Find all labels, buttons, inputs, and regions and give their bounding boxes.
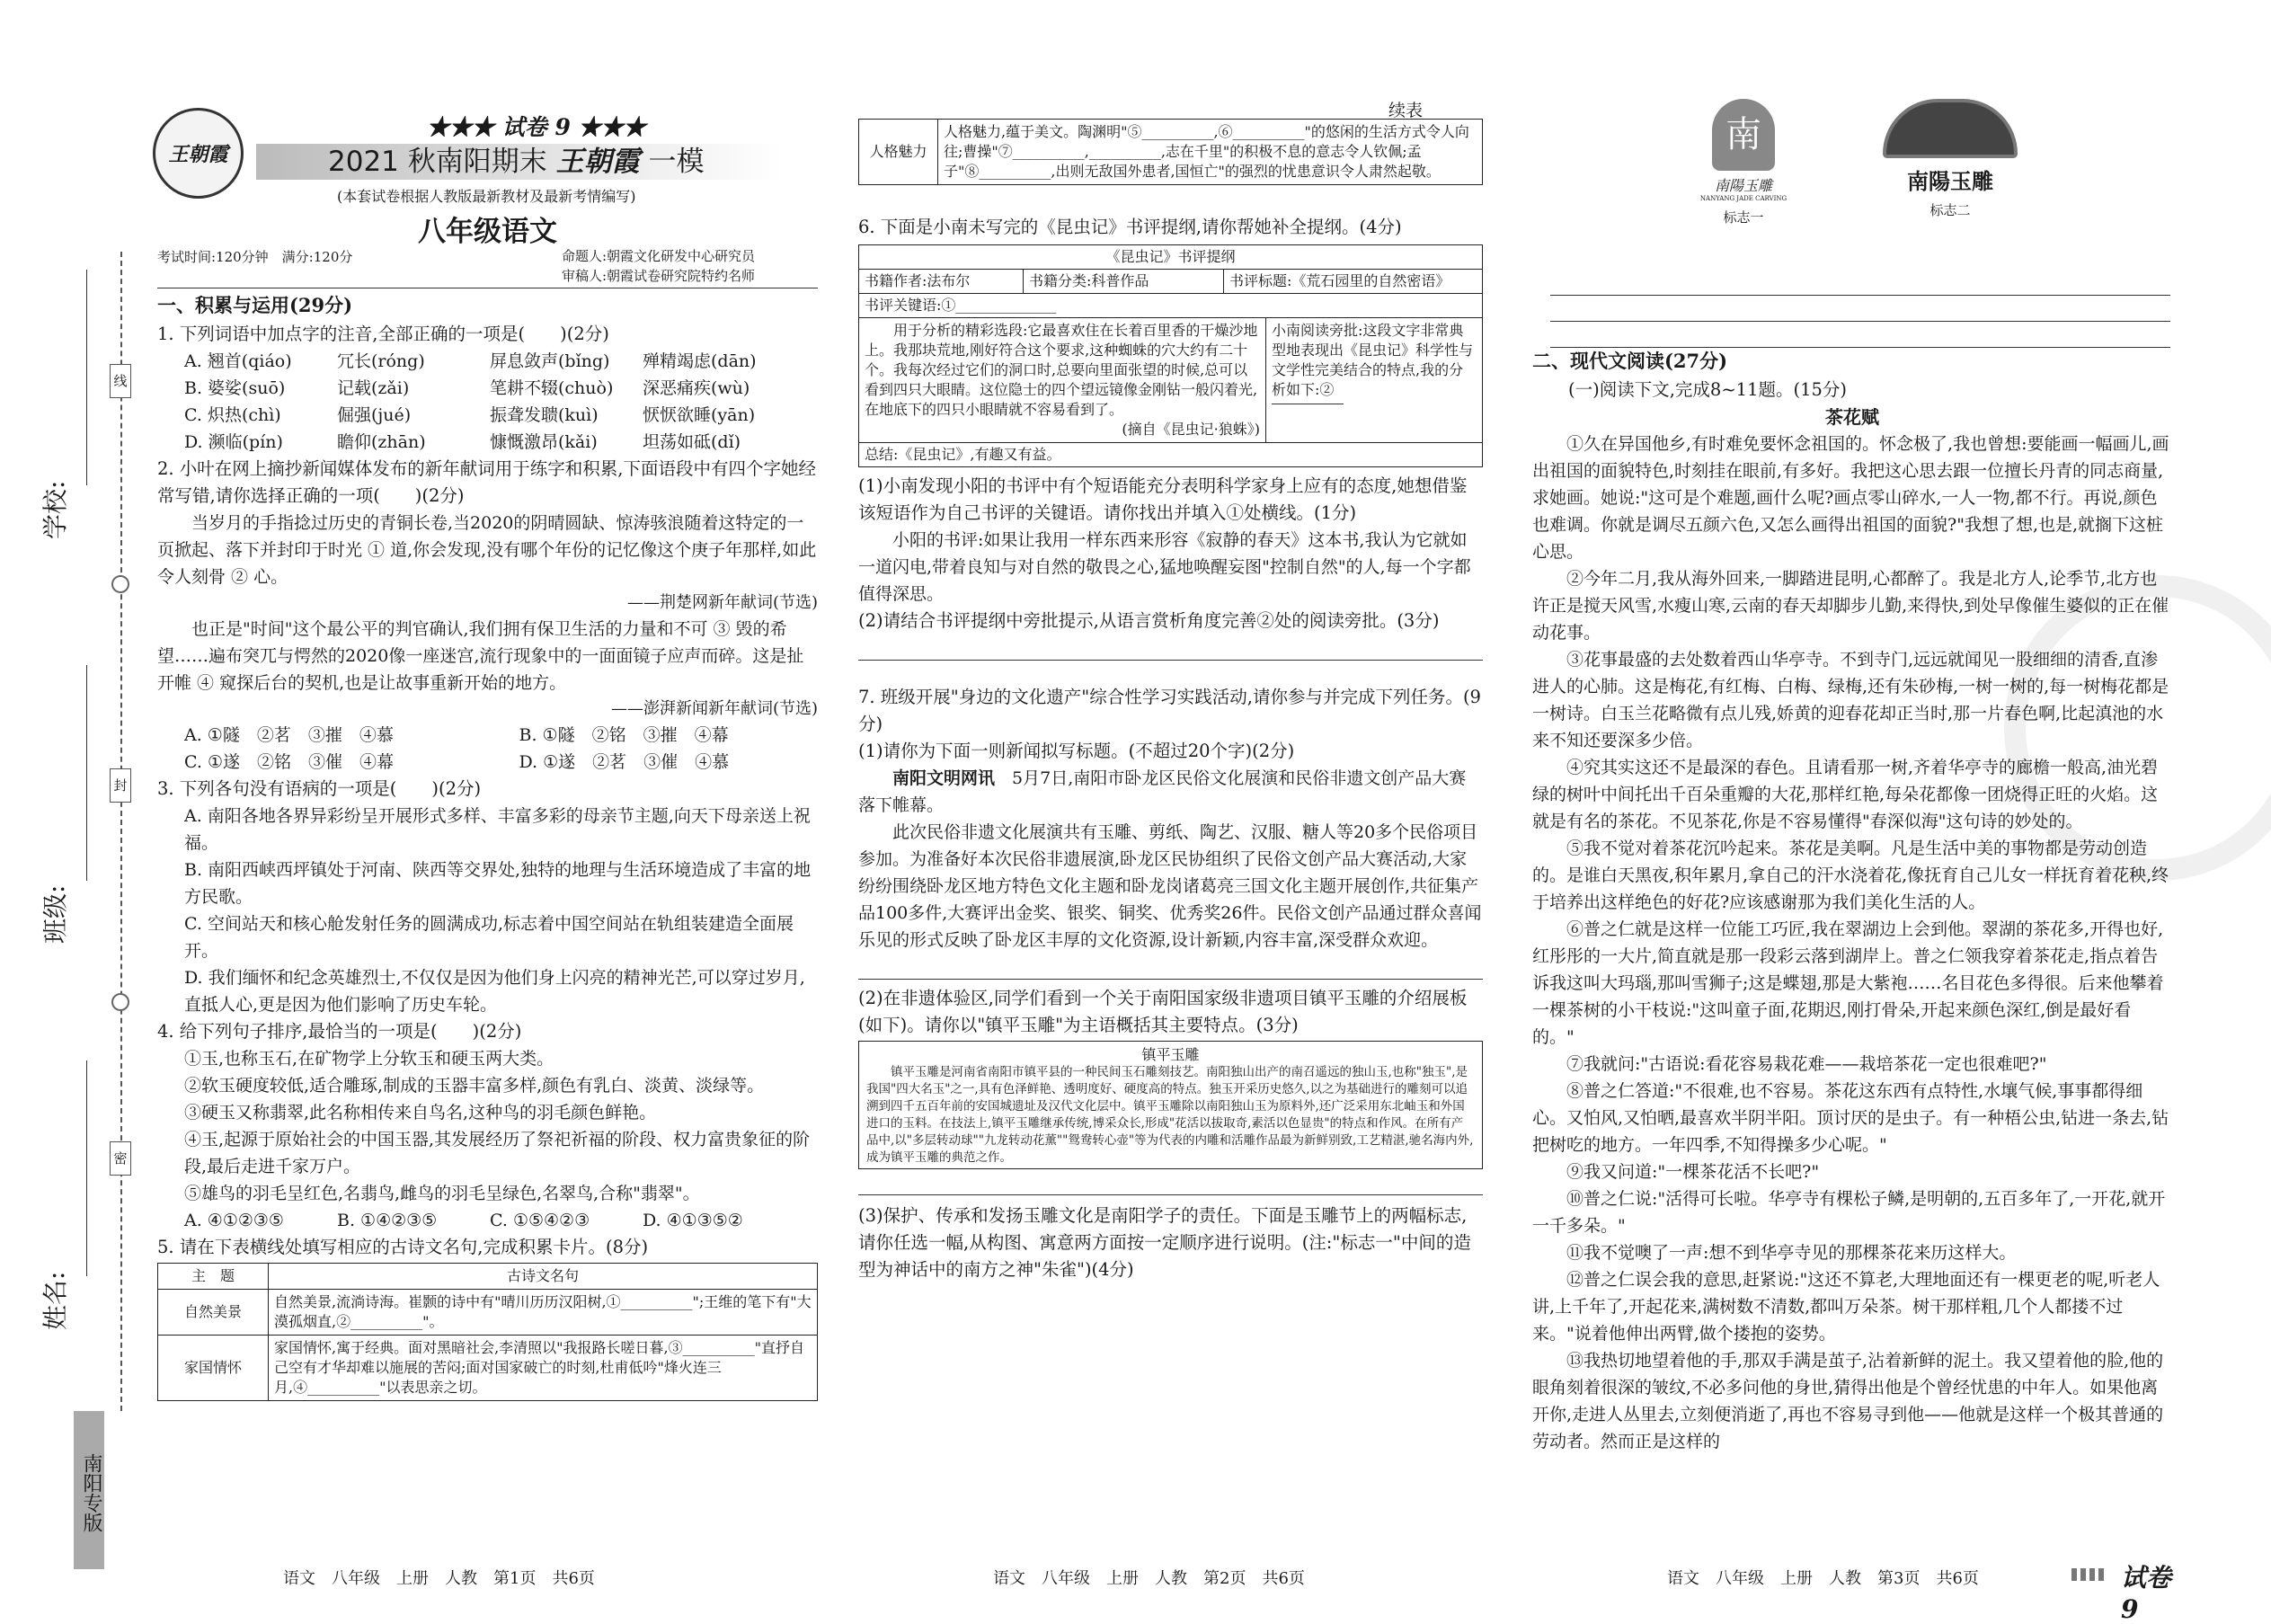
review-excerpt-source: (摘自《昆虫记·狼蛛》) [1122, 421, 1260, 438]
option-row: C. 炽热(chì) 倔强(jué) 振聋发聩(kuì) 恹恹欲睡(yān) [184, 405, 756, 425]
reading-intro: (一)阅读下文,完成8~11题。(15分) [1568, 379, 1848, 400]
reading-body [1532, 346, 2172, 1455]
q4-sentence: ④玉,起源于原始社会的中国玉器,其发展经历了祭祀祈福的阶段、权力富贵象征的阶段,最后走进千家万户。 [184, 1130, 811, 1176]
binding-margin [0, 0, 157, 1608]
table-row: 家国情怀 家国情怀,寓于经典。面对黑暗社会,李清照以"我报路长嗟日暮,③__________"直抒自己空有才华却难以施展的苦闷;面对国家破亡的时刻,杜甫低吟"烽火连三月,④__________"以表思亲之切。 [158, 1336, 818, 1401]
review-heading: 书评标题:《荒石园里的自然密语》 [1229, 272, 1450, 289]
star-icon: ★★★ [427, 114, 495, 140]
question-6-1: (1)小南发现小阳的书评中有个短语能充分表明科学家身上应有的态度,她想借鉴该短语作为自己书评的关键语。请你找出并填入①处横线。(1分) [858, 475, 1468, 523]
exhibit-board [858, 1041, 1483, 1169]
essay-title: 茶花赋 [1825, 406, 1879, 428]
column-page-1 [157, 0, 863, 1608]
question-1: 1. 下列词语中加点字的注音,全部正确的一项是( )(2分) [157, 324, 609, 344]
question-3: 3. 下列各句没有语病的一项是( )(2分) [157, 778, 482, 799]
essay-paragraph: ②今年二月,我从海外回来,一脚踏进昆明,心都醉了。我是北方人,论季节,北方也许正是搅天风雪,水瘦山寒,云南的春天却脚步儿勤,来得快,到处早像催生婆似的正在催动花事。 [1532, 569, 2169, 643]
essay-paragraph: ③花事最盛的去处数着西山华亭寺。不到寺门,远远就闻见一股细细的清香,直渗进人的心肺。这是梅花,有红梅、白梅、绿梅,还有朱砂梅,一树一树的,每一树梅花都是一树诗。白玉兰花略微有点儿残,娇黄的迎春花却正当时,那一片春色啊,比起滇池的水来不知还要深多少倍。 [1532, 650, 2169, 750]
answer-lines-q7-3 [1550, 270, 2170, 348]
brand-logo [153, 108, 244, 199]
option-row: D. 濒临(pín) 瞻仰(zhān) 慷慨激昂(kǎi) 坦荡如砥(dǐ) [184, 432, 741, 452]
binding-knot-2 [111, 993, 129, 1011]
question-5: 5. 请在下表横线处填写相应的古诗文名句,完成积累卡片。(8分) [157, 1237, 649, 1257]
q4-sentence: ⑤雄鸟的羽毛呈红色,名翡鸟,雌鸟的羽毛呈绿色,名翠鸟,合称"翡翠"。 [184, 1184, 700, 1203]
subject-title: 八年级语文 [418, 216, 557, 248]
binding-knot-1 [111, 575, 129, 593]
board-text: 镇平玉雕是河南省南阳市镇平县的一种民间玉石雕刻技艺。南阳独山出产的南召遥远的独山玉,也称"独玉",是我国"四大名玉"之一,具有色泽鲜艳、透明度好、硬度高的特点。独玉开采历史悠久,以之为基础进行的雕刻可以追溯到四千五百年前的安国城遗址及汉代文化层中。镇平玉雕除以南阳独山玉为原料外,还广泛采用东北岫玉和外国进口的玉料。在技法上,镇平玉雕继承传统,博采众长,形成"花活以拔取奇,素活以色显贵"的特点和作风。在所有产品中,以"多层转动球""九龙转动花薰""鸳鸯转心壶"等为代表的内雕和活雕作品最为新鲜别致,工艺精湛,驰名海内外,成为镇平玉雕的典范之作。 [866, 1065, 1474, 1165]
section-heading: 二、现代文阅读(27分) [1532, 350, 1728, 372]
review-category: 书籍分类:科普作品 [1024, 270, 1224, 293]
continued-label: 续表 [1388, 101, 1424, 120]
essay-paragraph: ⑫普之仁误会我的意思,赶紧说:"这还不算老,大理地面还有一棵更老的呢,听老人讲,上千年了,开起花来,满树数不清数,都叫万朵茶。树干那样粗,几个人都搂不过来。"说着他伸出两臂,做个搂抱的姿势。 [1532, 1270, 2160, 1344]
section-heading: 一、积累与运用(29分) [157, 294, 353, 316]
q3-option: D. 我们缅怀和纪念英雄烈士,不仅仅是因为他们身上闪亮的精神光芒,可以穿过岁月,直抵人心,更是因为他们影响了历史车轮。 [184, 968, 805, 1015]
question-4: 4. 给下列句子排序,最恰当的一项是( )(2分) [157, 1021, 522, 1042]
binding-dashed-line [120, 252, 122, 1411]
subtitle: (本套试卷根据人教版最新教材及最新考情编写) [337, 188, 636, 205]
seal-mark-line: 线 [110, 364, 131, 398]
q2-source-2: ——澎湃新闻新年献词(节选) [610, 699, 818, 718]
author: 命题人:朝霞文化研发中心研究员 [562, 248, 756, 264]
jade-arch-icon [1883, 99, 2018, 158]
question-6-2: (2)请结合书评提纲中旁批提示,从语言赏析角度完善②处的阅读旁批。(3分) [858, 610, 1440, 631]
review-keywords[interactable]: 书评关键语:①______________ [859, 294, 1482, 318]
footer-exam-number: 试卷 9 [2121, 1563, 2172, 1624]
logo-two-text: 南陽玉雕 [1907, 168, 1993, 194]
answer-line[interactable] [1550, 296, 2170, 322]
q4-sentence: ③硬玉又称翡翠,此名称相传来自鸟名,这种鸟的羽毛颜色鲜艳。 [184, 1103, 657, 1123]
questions-body-2 [858, 214, 1483, 1283]
essay-paragraph: ⑩普之仁说:"活得可长啦。华亭寺有棵松子鳞,是明朝的,五百多年了,一开花,就开一千多朵。" [1532, 1189, 2166, 1236]
review-excerpt: 用于分析的精彩选段:它最喜欢住在长着百里香的干燥沙地上。我那块荒地,刚好符合这个要求,这种蜘蛛的穴大约有二十个。我每次经过它们的洞口时,总要向里面张望的时候,总可以看到四只大眼睛。这位隐士的四个望远镜像金刚钻一般闪着光,在地底下的四只小眼睛就不容易看到了。 [865, 322, 1258, 418]
column-page-2 [858, 0, 1492, 1608]
q3-option: B. 南阳西峡西坪镇处于河南、陕西等交界处,独特的地理与生活环境造成了丰富的地方民歌。 [184, 860, 812, 907]
poetry-card-table-continued [858, 119, 1483, 185]
q2-passage-1: 当岁月的手指捻过历史的青铜长卷,当2020的阴晴圆缺、惊涛骇浪随着这特定的一页掀起、落下并封印于时光 ① 道,你会发现,没有哪个年份的记忆像这个庚子年那样,如此令人刻骨 ② 心。 [157, 513, 817, 587]
essay-paragraph: ⑬我热切地望着他的手,那双手满是茧子,沾着新鲜的泥土。我又望着他的脸,他的眼角刻着很深的皱纹,不必多问他的身世,猜得出他是个曾经忧患的中年人。如果他离开你,走进人丛里去,立刻便消逝了,再也不容易寻到他——他就是这样一个极其普通的劳动者。然而正是这样的 [1532, 1351, 2164, 1451]
seal-mark-seal: 封 [110, 768, 131, 803]
question-7-1: (1)请你为下面一则新闻拟写标题。(不超过20个字)(2分) [858, 741, 1295, 761]
logo-two [1878, 99, 2022, 219]
option-row: B. 婆娑(suō) 记载(zǎi) 笔耕不辍(chuò) 深恶痛疾(wù) [184, 378, 750, 398]
page-footer-2: 语文 八年级 上册 人教 第2页 共6页 [993, 1569, 1305, 1588]
page-footer-3: 语文 八年级 上册 人教 第3页 共6页 [1667, 1569, 1979, 1588]
essay-paragraph: ⑥普之仁就是这样一位能工巧匠,我在翠湖边上会到他。翠湖的茶花多,开得也好,红彤彤的一大片,简直就是那一段彩云落到湖岸上。普之仁领我穿着茶花走,指点着告诉我这叫大玛瑙,那叫雪狮子;这是蝶翅,那是大紫袍……名目花色多得很。后来他攀着一棵茶树的小干枝说:"这叫童子面,花期迟,刚打骨朵,开起来颜色深红,倒是最好看的。" [1532, 919, 2164, 1047]
q4-sentence: ②软玉硬度较低,适合雕琢,制成的玉器丰富多样,颜色有乳白、淡黄、淡绿等。 [184, 1076, 765, 1096]
option-row: A. ④①②③⑤ B. ①④②③⑤ C. ①⑤④②③ D. ④①③⑤② [184, 1211, 743, 1230]
page-footer-1: 语文 八年级 上册 人教 第1页 共6页 [283, 1569, 595, 1588]
exam-time: 考试时间:120分钟 满分:120分 [157, 249, 353, 265]
review-note: 小南阅读旁批:这段文字非常典型地表现出《昆虫记》科学性与文学性完美结合的特点,我的分析如下:② [1272, 322, 1474, 398]
table-row: 自然美景 自然美景,流淌诗海。崔颢的诗中有"晴川历历汉阳树,①__________";王维的笔下有"大漠孤烟直,②__________"。 [158, 1290, 818, 1336]
logo-two-caption: 标志二 [1929, 202, 1971, 218]
news-lead: 南阳文明网讯 5月7日,南阳市卧龙区民俗文化展演和民俗非遗文创产品大赛落下帷幕。 [858, 768, 1467, 815]
book-review-outline [858, 244, 1483, 467]
question-6: 6. 下面是小南未写完的《昆虫记》书评提纲,请你帮她补全提纲。(4分) [858, 217, 1402, 237]
footer-decoration [2071, 1568, 2107, 1581]
logo-one-caption: 标志一 [1723, 209, 1764, 226]
essay-paragraph: ⑤我不觉对着茶花沉吟起来。茶花是美啊。凡是生活中美的事物都是劳动创造的。是谁白天黑夜,积年累月,拿自己的汗水浇着花,像抚育自己儿女一样抚育着花秧,终于培养出这样绝色的好花?应该感谢那为我们美化生活的人。 [1532, 839, 2169, 912]
essay-paragraph: ⑪我不觉噢了一声:想不到华亭寺见的那棵茶花来历这样大。 [1566, 1243, 2017, 1263]
table-row: 人格魅力 人格魅力,蕴于美文。陶渊明"⑤__________,⑥__________"的悠闲的生活方式令人向往;曹操"⑦__________,__________,志在千里"的积极不息的意志令人钦佩;孟子"⑧__________,出则无敌国外患者,国恒亡"的强烈的忧患意识令人肃然起敬。 [859, 120, 1483, 185]
question-7-2: (2)在非遗体验区,同学们看到一个关于南阳国家级非遗项目镇平玉雕的介绍展板(如下)。请你以"镇平玉雕"为主语概括其主要特点。(3分) [858, 988, 1468, 1035]
review-author: 书籍作者:法布尔 [859, 270, 1024, 293]
seal-mark-dense: 密 [110, 1141, 131, 1176]
q2-passage-2: 也正是"时间"这个最公平的判官确认,我们拥有保卫生活的力量和不可 ③ 毁的希望……遍布突兀与愕然的2020像一座迷宫,流行现象中的一面面镜子应声而碎。这是扯开帷 ④ 窥探后台的契机,也是让故事重新开始的地方。 [157, 619, 804, 693]
exam-number: ★★★ 试卷 9 ★★★ [427, 114, 646, 140]
option-row: A. ①隧 ②茗 ③摧 ④慕 B. ①隧 ②铭 ③摧 ④幕 [184, 725, 729, 745]
vermilion-bird-icon: 南 [1712, 99, 1775, 171]
q1-options [157, 348, 818, 456]
page-title: 2021 秋南阳期末 王朝霞 一模 [328, 146, 705, 178]
q3-option: A. 南阳各地各界异彩纷呈开展形式多样、丰富多彩的母亲节主题,向天下母亲送上祝福。 [184, 806, 811, 853]
question-7: 7. 班级开展"身边的文化遗产"综合性学习实践活动,请你参与并完成下列任务。(9分) [858, 687, 1481, 734]
essay-paragraph: ⑧普之仁答道:"不很难,也不容易。茶花这东西有点特性,水壤气候,事事都得细心。又怕风,又怕晒,最喜欢半阴半阳。顶讨厌的是虫子。有一种梧公虫,钻进一条去,钻把树吃的地方。一年四季,不知得操多少心呢。" [1532, 1081, 2169, 1155]
class-input[interactable] [86, 665, 87, 881]
class-label: 班级: [40, 884, 70, 944]
review-summary: 总结:《昆虫记》,有趣又有益。 [865, 446, 1061, 463]
table-header: 主 题 [158, 1264, 269, 1290]
questions-body-1 [157, 290, 818, 1401]
option-row: C. ①遂 ②铭 ③催 ④幕 D. ①遂 ②茗 ③催 ④慕 [184, 752, 730, 772]
school-label: 学校: [40, 480, 70, 539]
board-title: 镇平玉雕 [1141, 1046, 1200, 1063]
essay-paragraph: ④究其实这还不是最深的春色。且请看那一树,齐着华亭寺的廊檐一般高,油光碧绿的树叶中间托出千百朵重瓣的大花,那样红艳,每朵花都像一团烧得正旺的火焰。这就是有名的茶花。不见茶花,你是不容易懂得"春深似海"这句诗的妙处的。 [1532, 758, 2159, 831]
question-7-3: (3)保护、传承和发扬玉雕文化是南阳学子的责任。下面是玉雕节上的两幅标志,请你任选一幅,从构图、寓意两方面按一定顺序进行说明。(注:"标志一"中间的造型为神话中的南方之神"朱雀")(4分) [858, 1205, 1471, 1280]
answer-line[interactable] [1550, 270, 2170, 296]
answer-line[interactable] [1550, 322, 2170, 348]
q4-sentence: ①玉,也称玉石,在矿物学上分软玉和硬玉两大类。 [184, 1049, 554, 1069]
review-note-blank[interactable] [1272, 400, 1344, 404]
star-icon: ★★★ [578, 114, 646, 140]
name-input[interactable] [86, 1060, 87, 1276]
logo-one-text: 南陽玉雕 [1714, 177, 1772, 194]
answer-line[interactable] [858, 1169, 1483, 1195]
reviewer: 审稿人:朝霞试卷研究院特约名师 [562, 268, 756, 284]
table-header: 古诗文名句 [269, 1264, 818, 1290]
review-title: 《昆虫记》书评提纲 [859, 245, 1482, 270]
edition-badge: 南阳专版 [74, 1411, 104, 1569]
logo-one-subtext: NANYANG JADE CARVING [1699, 195, 1788, 202]
essay-paragraph: ①久在异国他乡,有时难免要怀念祖国的。怀念极了,我也曾想:要能画一幅画儿,画出祖国的面貌特色,时刻挂在眼前,有多好。我把这心思去跟一位擅长丹青的同志商量,求她画。她说:"这可是个难题,画什么呢?画点零山碎水,一人一物,都不行。再说,颜色也难调。你就是调尽五颜六色,又怎么画得出祖国的面貌?"我想了想,也是,就搁下这桩心思。 [1532, 434, 2169, 562]
name-label: 姓名: [40, 1271, 70, 1330]
essay-paragraph: ⑦我就问:"古语说:看花容易栽花难——栽培茶花一定也很难吧?" [1566, 1054, 2047, 1074]
essay-paragraph: ⑨我又问道:"一棵茶花活不长吧?" [1566, 1162, 1820, 1182]
brand-logo-text: 王朝霞 [168, 143, 228, 166]
poetry-card-table [157, 1263, 818, 1401]
option-row: A. 翘首(qiáo) 冗长(róng) 屏息敛声(bǐng) 殚精竭虑(dān) [184, 351, 757, 371]
school-input[interactable] [86, 270, 87, 485]
question-2: 2. 小叶在网上摘抄新闻媒体发布的新年献词用于练字和积累,下面语段中有四个字她经常写错,请你选择正确的一项( )(2分) [157, 458, 817, 506]
q3-option: C. 空间站天和核心舱发射任务的圆满成功,标志着中国空间站在轨组装建造全面展开。 [184, 914, 794, 961]
news-body: 此次民俗非遗文化展演共有玉雕、剪纸、陶艺、汉服、糖人等20多个民俗项目参加。为准备好本次民俗非遗展演,卧龙区民协组织了民俗文创产品大赛活动,大家纷纷围绕卧龙区地方特色文化主题和卧龙岗诸葛亮三国文化主题开展创作,共征集产品100多件,大赛评出金奖、银奖、铜奖、优秀奖26件。民俗文创产品通过群众喜闻乐见的形式反映了卧龙区丰厚的文化资源,设计新颖,内容丰富,深受群众欢迎。 [858, 822, 1482, 950]
q2-source-1: ——荆楚网新年献词(节选) [626, 593, 818, 612]
answer-line[interactable] [858, 954, 1483, 980]
logo-one [1690, 99, 1797, 226]
answer-line[interactable] [858, 635, 1483, 661]
q6-1-passage: 小阳的书评:如果让我用一样东西来形容《寂静的春天》这本书,我认为它就如一道闪电,带着良知与对自然的敬畏之心,猛地唤醒妄图"控制自然"的人,每一个字都值得深思。 [858, 530, 1471, 604]
